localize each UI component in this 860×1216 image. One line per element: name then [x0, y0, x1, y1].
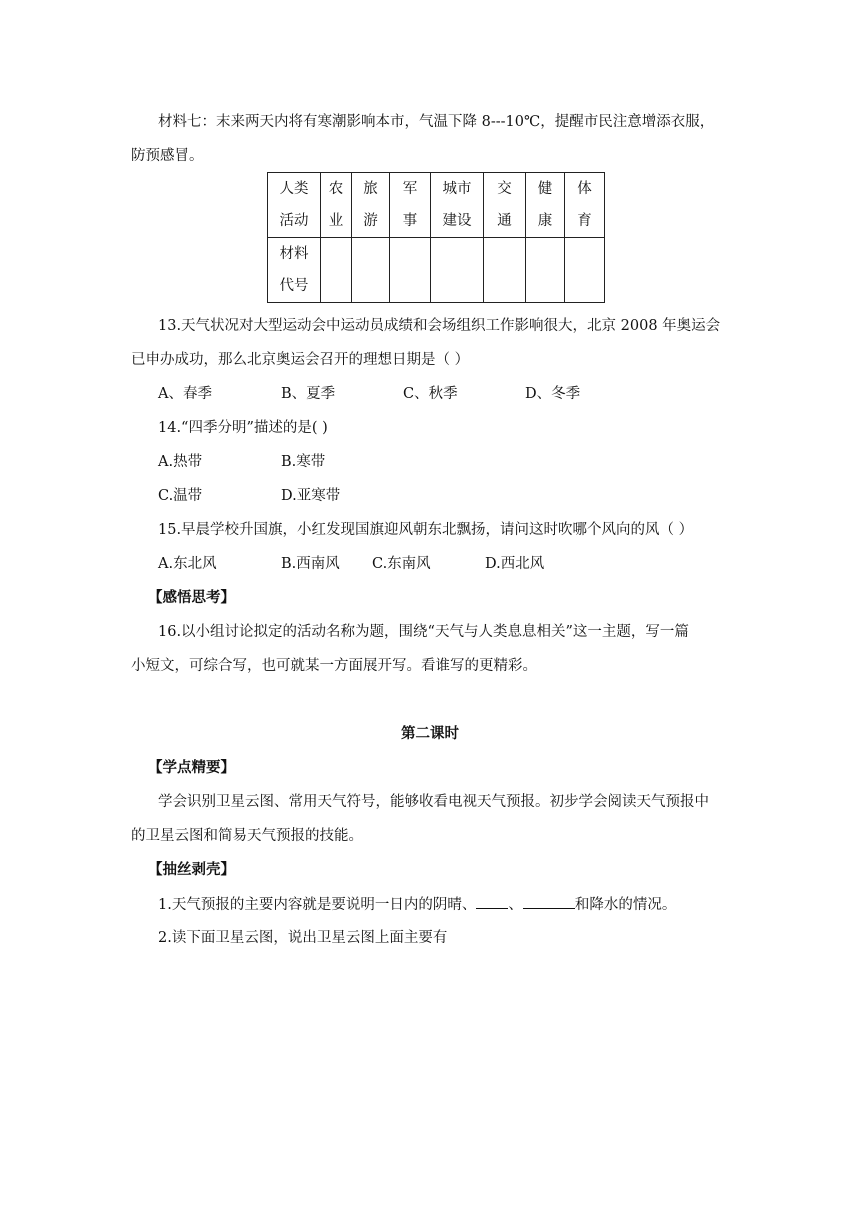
- item1-text-before: 1.天气预报的主要内容就是要说明一日内的阴晴、: [158, 897, 477, 913]
- table-cell-empty: [526, 238, 565, 303]
- q13-line2: 已申办成功，那么北京奥运会召开的理想日期是（ ）: [131, 352, 470, 368]
- material7-line2: 防预感冒。: [131, 148, 204, 164]
- item1: [158, 894, 676, 915]
- table-cell: 体 育: [565, 173, 605, 238]
- table-cell-empty: [431, 238, 484, 303]
- table-row: [268, 238, 605, 303]
- table-cell: 交 通: [484, 173, 526, 238]
- table-cell-empty: [321, 238, 352, 303]
- q14-stem: 14.“四季分明”描述的是( ): [158, 420, 328, 436]
- q13-option-d: D、冬季: [525, 386, 581, 402]
- section-heading-points: 【学点精要】: [148, 760, 235, 776]
- table-cell: 城市 建设: [431, 173, 484, 238]
- table-cell: 旅 游: [352, 173, 390, 238]
- table-cell-empty: [352, 238, 390, 303]
- table-cell: 军 事: [390, 173, 431, 238]
- table-header-label: 人类 活动: [268, 173, 321, 238]
- q13-option-a: A、春季: [158, 386, 212, 402]
- section-heading-reflect: 【感悟思考】: [148, 590, 235, 606]
- q14-option-a: A.热带: [158, 454, 203, 470]
- section-heading-analysis: 【抽丝剥壳】: [148, 862, 235, 878]
- q15-option-b: B.西南风: [281, 556, 340, 572]
- q16-line2: 小短文，可综合写，也可就某一方面展开写。看谁写的更精彩。: [131, 658, 537, 674]
- table-cell-empty: [484, 238, 526, 303]
- q16-line1: 16.以小组讨论拟定的活动名称为题，围绕“天气与人类息息相关”这一主题，写一篇: [158, 624, 689, 640]
- q13-line1: 13.天气状况对大型运动会中运动员成绩和会场组织工作影响很大，北京 2008 年奥运会: [158, 318, 721, 334]
- lesson-title: 第二课时: [401, 726, 459, 742]
- table-cell-empty: [565, 238, 605, 303]
- points-line2: 的卫星云图和简易天气预报的技能。: [131, 828, 363, 844]
- answer-blank[interactable]: [523, 894, 575, 909]
- item1-separator: 、: [508, 897, 523, 913]
- table-cell: 农 业: [321, 173, 352, 238]
- material7-line1: 材料七：末来两天内将有寒潮影响本市，气温下降 8---10℃，提醒市民注意增添衣服，: [158, 114, 715, 130]
- table-cell-empty: [390, 238, 431, 303]
- q15-option-a: A.东北风: [158, 556, 217, 572]
- table-row: [268, 173, 605, 238]
- q13-option-c: C、秋季: [403, 386, 458, 402]
- points-line1: 学会识别卫星云图、常用天气符号，能够收看电视天气预报。初步学会阅读天气预报中: [158, 794, 709, 810]
- q14-option-c: C.温带: [158, 488, 203, 504]
- item1-text-after: 和降水的情况。: [574, 897, 677, 913]
- q15-option-c: C.东南风: [372, 556, 431, 572]
- q15-option-d: D.西北风: [485, 556, 545, 572]
- activity-table: [267, 172, 605, 303]
- table-row-label: 材料 代号: [268, 238, 321, 303]
- q13-option-b: B、夏季: [281, 386, 336, 402]
- q14-option-d: D.亚寒带: [281, 488, 341, 504]
- q14-option-b: B.寒带: [281, 454, 326, 470]
- answer-blank[interactable]: [476, 894, 508, 909]
- table-cell: 健 康: [526, 173, 565, 238]
- q15-stem: 15.早晨学校升国旗，小红发现国旗迎风朝东北飘扬，请问这时吹哪个风向的风（ ）: [158, 522, 694, 538]
- item2: 2.读下面卫星云图，说出卫星云图上面主要有: [158, 930, 448, 946]
